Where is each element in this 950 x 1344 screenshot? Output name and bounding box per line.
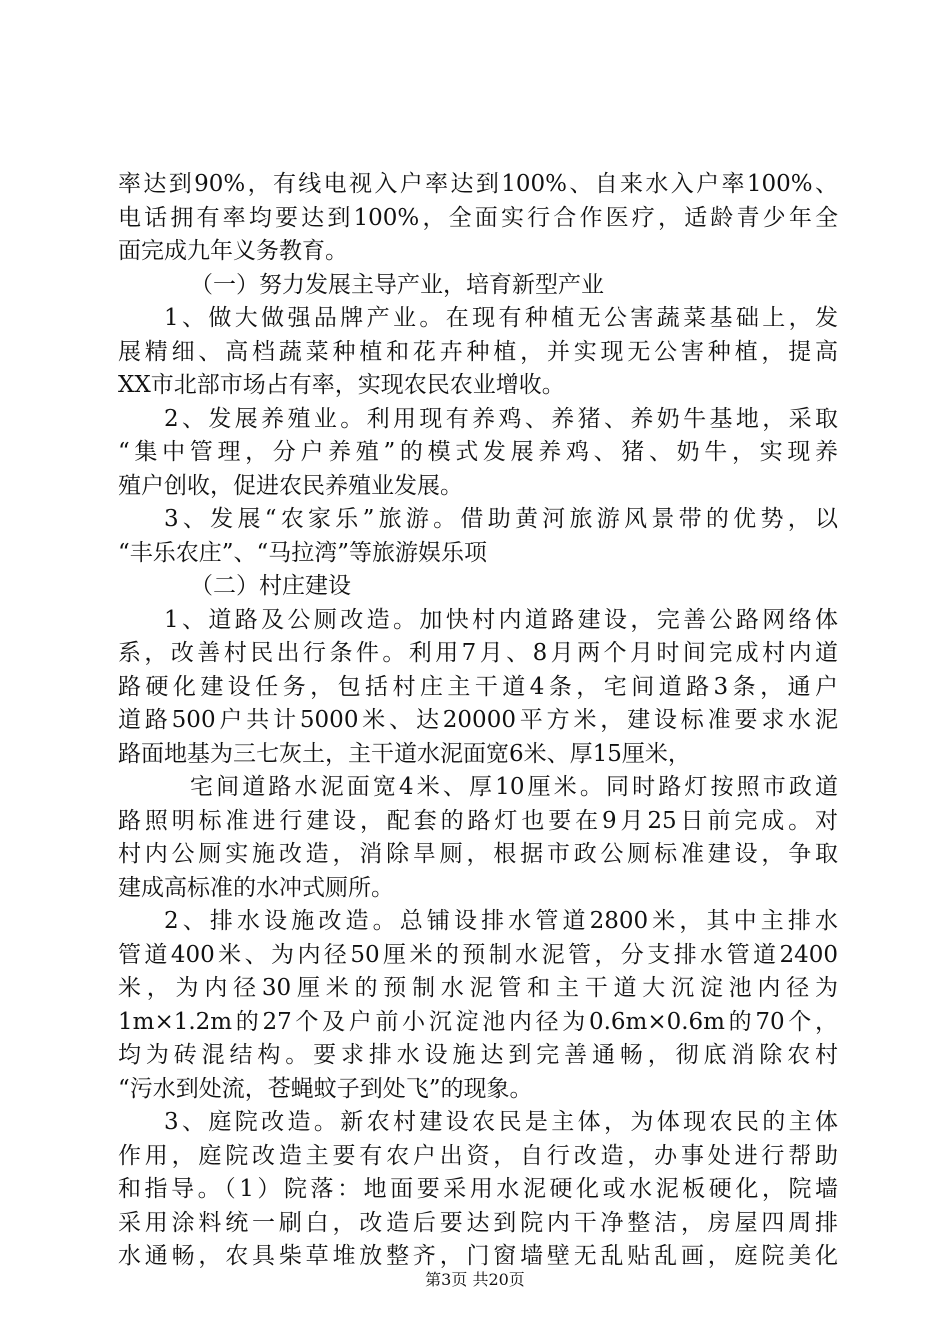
text-line: 均为砖混结构。要求排水设施达到完善通畅，彻底消除农村	[118, 1042, 838, 1068]
text-line: 路面地基为三七灰土，主干道水泥面宽6米、厚15厘米，	[118, 740, 691, 767]
text-line: 3、发展“农家乐”旅游。借助黄河旅游风景带的优势，以	[164, 506, 838, 532]
text-line: 村内公厕实施改造，消除旱厕，根据市政公厕标准建设，争取	[118, 841, 838, 867]
text-line: 采用涂料统一刷白，改造后要达到院内干净整洁，房屋四周排	[118, 1209, 838, 1236]
text-line: 路硬化建设任务，包括村庄主干道4条，宅间道路3条，通户	[118, 673, 838, 700]
text-line: “污水到处流，苍蝇蚊子到处飞”的现象。	[118, 1075, 533, 1102]
text-line: 2、排水设施改造。总铺设排水管道2800米，其中主排水	[164, 908, 838, 934]
text-line: 建成高标准的水冲式厕所。	[118, 874, 394, 901]
text-line: 和指导。（1）院落：地面要采用水泥硬化或水泥板硬化，院墙	[118, 1176, 838, 1202]
text-line: “丰乐农庄”、“马拉湾”等旅游娱乐项	[118, 539, 488, 566]
text-line: “集中管理，分户养殖”的模式发展养鸡、猪、奶牛，实现养	[118, 439, 838, 465]
text-line: 面完成九年义务教育。	[118, 238, 348, 264]
text-line: 路照明标准进行建设，配套的路灯也要在9月25日前完成。对	[118, 807, 838, 834]
text-line: 2、发展养殖业。利用现有养鸡、养猪、养奶牛基地，采取	[164, 405, 838, 432]
document-body	[118, 168, 838, 1274]
text-line: 电话拥有率均要达到100%，全面实行合作医疗，适龄青少年全	[118, 204, 838, 231]
text-line: 3、庭院改造。新农村建设农民是主体，为体现农民的主体	[164, 1109, 838, 1135]
text-line: 1、道路及公厕改造。加快村内道路建设，完善公路网络体	[164, 606, 838, 633]
text-line: 宅间道路水泥面宽4米、厚10厘米。同时路灯按照市政道	[190, 774, 838, 800]
text-line: 殖户创收，促进农民养殖业发展。	[118, 472, 463, 499]
text-line: 1m×1.2m的27个及户前小沉淀池内径为0.6m×0.6m的70个，	[118, 1008, 838, 1035]
text-line: 作用，庭院改造主要有农户出资，自行改造，办事处进行帮助	[118, 1142, 838, 1169]
text-line: （一）努力发展主导产业，培育新型产业	[190, 271, 604, 298]
text-line: 1、做大做强品牌产业。在现有种植无公害蔬菜基础上，发	[164, 305, 838, 331]
text-line: 米，为内径30厘米的预制水泥管和主干道大沉淀池内径为	[118, 975, 838, 1001]
text-line: 水通畅，农具柴草堆放整齐，门窗墙壁无乱贴乱画，庭院美化	[118, 1243, 838, 1269]
text-line: XX市北部市场占有率，实现农民农业增收。	[118, 372, 565, 398]
text-line: 展精细、高档蔬菜种植和花卉种植，并实现无公害种植，提高	[118, 338, 838, 365]
text-line: （二）村庄建设	[190, 573, 351, 599]
text-line: 道路500户共计5000米、达20000平方米，建设标准要求水泥	[118, 707, 838, 733]
page-footer: 第3页 共20页	[425, 1270, 525, 1289]
text-line: 率达到90%，有线电视入户率达到100%、自来水入户率100%、	[118, 171, 838, 197]
text-line: 管道400米、为内径50厘米的预制水泥管，分支排水管道2400	[118, 941, 838, 968]
text-line: 系，改善村民出行条件。利用7月、8月两个月时间完成村内道	[118, 640, 838, 666]
